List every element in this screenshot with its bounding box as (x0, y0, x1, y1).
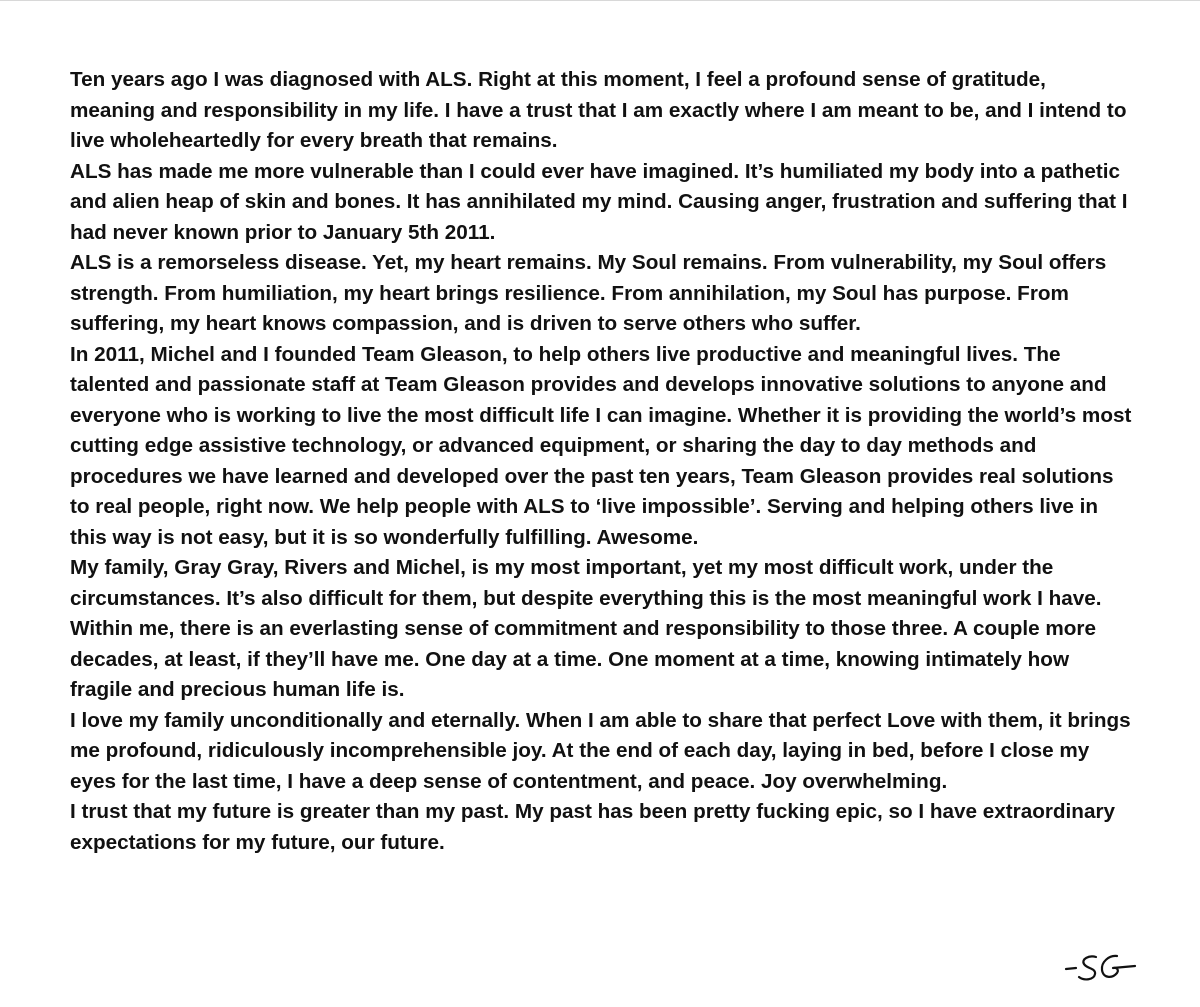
paragraph-remorseless-disease: ALS is a remorseless disease. Yet, my heart remains. My Soul remains. From vulnerability, my Soul offers strength. From humiliation, my heart brings resilience. From annihilation, my Soul has purpose. From suffering, my heart knows compassion, and is driven to serve others who suffer. (70, 251, 1107, 335)
paragraph-future: I trust that my future is greater than my past. My past has been pretty fucking epic, so I have extraordinary expectations for my future, our future. (70, 800, 1116, 854)
paragraph-team-gleason: In 2011, Michel and I founded Team Gleason, to help others live productive and meaningful lives. The talented and passionate staff at Team Gleason provides and develops innovative solutions to anyone and everyone who is working to live the most difficult life I can imagine. Whether it is providing the world’s most cutting edge assistive technology, or advanced equipment, or sharing the day to day methods and procedures we have learned and developed over the past ten years, Team Gleason provides real solutions to real people, right now. We help people with ALS to ‘live impossible’. Serving and helping others live in this way is not easy, but it is so wonderfully fulfilling. Awesome. (70, 342, 1132, 549)
paragraph-love: I love my family unconditionally and eternally. When I am able to share that perfect Love with them, it brings me profound, ridiculously incomprehensible joy. At the end of each day, laying in bed, before I close my eyes for the last time, I have a deep sense of contentment, and peace. Joy overwhelming. (70, 708, 1131, 793)
signature-icon (1062, 950, 1142, 990)
paragraph-vulnerability: ALS has made me more vulnerable than I could ever have imagined. It’s humiliated my body into a pathetic and alien heap of skin and bones. It has annihilated my mind. Causing anger, frustration and suffering that I had never known prior to January 5th 2011. (70, 159, 1128, 244)
top-divider (0, 0, 1200, 1)
paragraph-diagnosis: Ten years ago I was diagnosed with ALS. Right at this moment, I feel a profound sense of gratitude, meaning and responsibility in my life. I have a trust that I am exactly where I am meant to be, and I intend to live wholeheartedly for every breath that remains. (70, 68, 1127, 152)
paragraph-family: My family, Gray Gray, Rivers and Michel, is my most important, yet my most difficult work, under the circumstances. It’s also difficult for them, but despite everything this is the most meaningful work I have. Within me, there is an everlasting sense of commitment and responsibility to those three. A couple more decades, at least, if they’ll have me. One day at a time. One moment at a time, knowing intimately how fragile and precious human life is. (70, 556, 1102, 701)
letter-body (70, 65, 1132, 858)
handwritten-signature (1062, 950, 1142, 990)
